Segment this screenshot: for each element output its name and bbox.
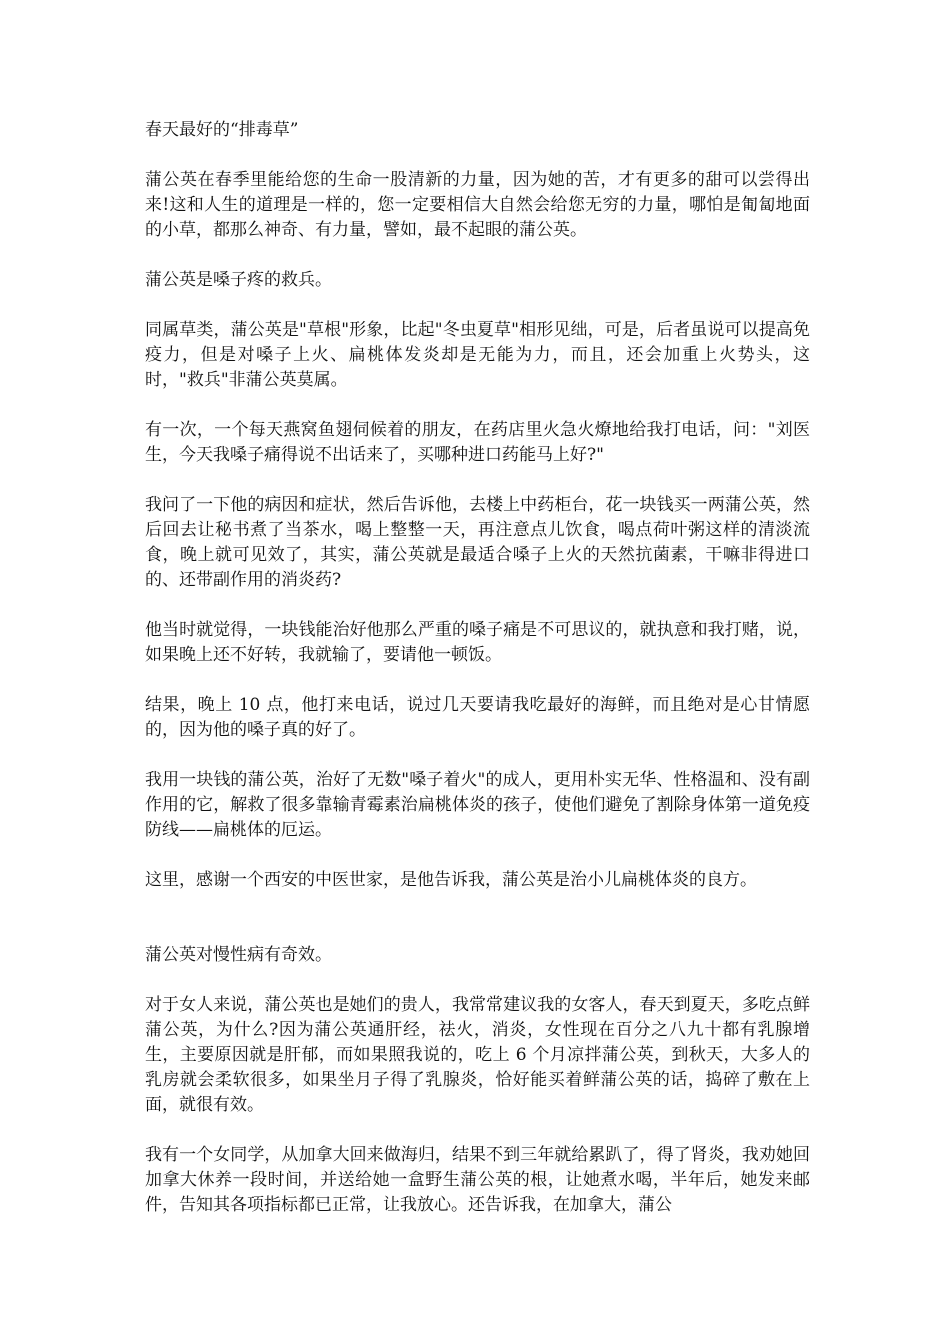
section-heading: 蒲公英对慢性病有奇效。 [145, 945, 332, 965]
section-spacer [145, 918, 810, 943]
paragraph: 蒲公英在春季里能给您的生命一股清新的力量，因为她的苦，才有更多的甜可以尝得出来!这和人生的道理是一样的，您一定要相信大自然会给您无穷的力量，哪怕是匍匐地面的小草，都那么神奇、有力量，譬如，最不起眼的蒲公英。 [145, 170, 810, 240]
paragraph: 这里，感谢一个西安的中医世家，是他告诉我，蒲公英是治小儿扁桃体炎的良方。 [145, 870, 757, 890]
document-body [145, 118, 810, 1243]
paragraph: 我用一块钱的蒲公英，治好了无数"嗓子着火"的成人，更用朴实无华、性格温和、没有副作用的它，解救了很多靠输青霉素治扁桃体炎的孩子，使他们避免了割除身体第一道免疫防线——扁桃体的厄运。 [145, 770, 810, 840]
document-title: 春天最好的“排毒草” [145, 120, 299, 140]
paragraph: 对于女人来说，蒲公英也是她们的贵人，我常常建议我的女客人，春天到夏天，多吃点鲜蒲公英，为什么?因为蒲公英通肝经，祛火，消炎，女性现在百分之八九十都有乳腺增生，主要原因就是肝郁，而如果照我说的，吃上 6 个月凉拌蒲公英，到秋天，大多人的乳房就会柔软很多，如果坐月子得了乳腺炎，恰好能买着鲜蒲公英的话，捣碎了敷在上面，就很有效。 [145, 995, 810, 1115]
paragraph: 结果，晚上 10 点，他打来电话，说过几天要请我吃最好的海鲜，而且绝对是心甘情愿的，因为他的嗓子真的好了。 [145, 695, 810, 740]
paragraph: 我有一个女同学，从加拿大回来做海归，结果不到三年就给累趴了，得了肾炎，我劝她回加拿大休养一段时间，并送给她一盒野生蒲公英的根，让她煮水喝，半年后，她发来邮件，告知其各项指标都已正常，让我放心。还告诉我，在加拿大，蒲公 [145, 1145, 810, 1215]
paragraph: 蒲公英是嗓子疼的救兵。 [145, 270, 332, 290]
paragraph: 有一次，一个每天燕窝鱼翅伺候着的朋友，在药店里火急火燎地给我打电话，问："刘医生，今天我嗓子痛得说不出话来了，买哪种进口药能马上好?" [145, 420, 810, 465]
paragraph: 同属草类，蒲公英是"草根"形象，比起"冬虫夏草"相形见绌，可是，后者虽说可以提高免疫力，但是对嗓子上火、扁桃体发炎却是无能为力，而且，还会加重上火势头，这时，"救兵"非蒲公英莫属。 [145, 320, 810, 390]
paragraph: 我问了一下他的病因和症状，然后告诉他，去楼上中药柜台，花一块钱买一两蒲公英，然后回去让秘书煮了当茶水，喝上整整一天，再注意点儿饮食，喝点荷叶粥这样的清淡流食，晚上就可见效了，其实，蒲公英就是最适合嗓子上火的天然抗菌素，干嘛非得进口的、还带副作用的消炎药? [145, 495, 810, 590]
paragraph: 他当时就觉得，一块钱能治好他那么严重的嗓子痛是不可思议的，就执意和我打赌，说，如果晚上还不好转，我就输了，要请他一顿饭。 [145, 620, 810, 665]
